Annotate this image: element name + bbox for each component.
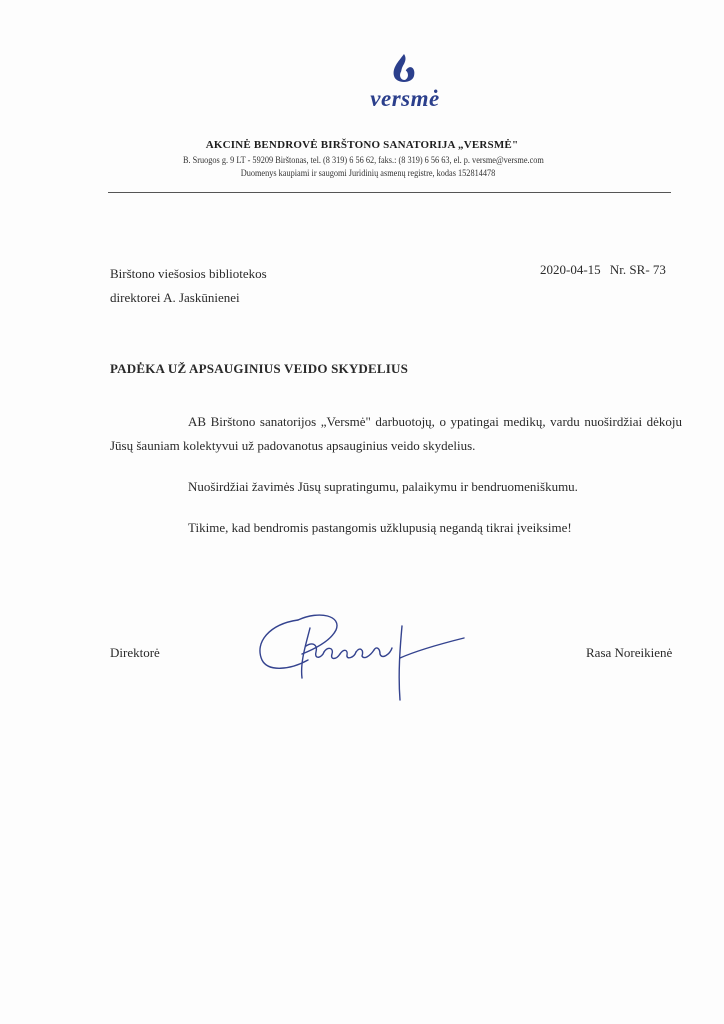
body-paragraph-1: AB Birštono sanatorijos „Versmė" darbuotojų, o ypatingai medikų, vardu nuoširdžiai dėkoju Jūsų šauniam kolektyvui už padovanotus apsauginius veido skydelius. <box>110 414 682 453</box>
company-registry: Duomenys kaupiami ir saugomi Juridinių asmenų registre, kodas 152814478 <box>240 168 496 178</box>
handwritten-signature <box>250 598 480 708</box>
logo-wordmark: versmė <box>370 86 440 111</box>
flame-drop-icon <box>384 52 424 88</box>
addressee-block <box>110 262 267 310</box>
letter-date: 2020-04-15 <box>540 262 601 277</box>
letter-meta <box>540 262 672 278</box>
company-contacts: B. Sruogos g. 9 LT - 59209 Birštonas, tel. (8 319) 6 56 62, faks.: (8 319) 6 56 63, el. p. versme@versme.com <box>182 155 544 165</box>
company-logo <box>340 52 470 122</box>
letter-number: Nr. SR- 73 <box>609 262 666 277</box>
signatory-name: Rasa Noreikienė <box>586 645 673 660</box>
header-divider <box>108 192 671 193</box>
body-paragraph-2: Nuoširdžiai žavimės Jūsų supratingumu, palaikymu ir bendruomeniškumu. <box>188 479 578 494</box>
signatory-role: Direktorė <box>110 645 160 660</box>
addressee-line-1: Birštono viešosios bibliotekos <box>110 266 267 281</box>
letter-subject: PADĖKA UŽ APSAUGINIUS VEIDO SKYDELIUS <box>110 361 409 376</box>
company-name: AKCINĖ BENDROVĖ BIRŠTONO SANATORIJA „VERSMĖ" <box>205 139 519 151</box>
addressee-line-2: direktorei A. Jaskūnienei <box>110 290 240 305</box>
body-paragraph-3: Tikime, kad bendromis pastangomis užklupusią negandą tikrai įveiksime! <box>188 520 572 535</box>
